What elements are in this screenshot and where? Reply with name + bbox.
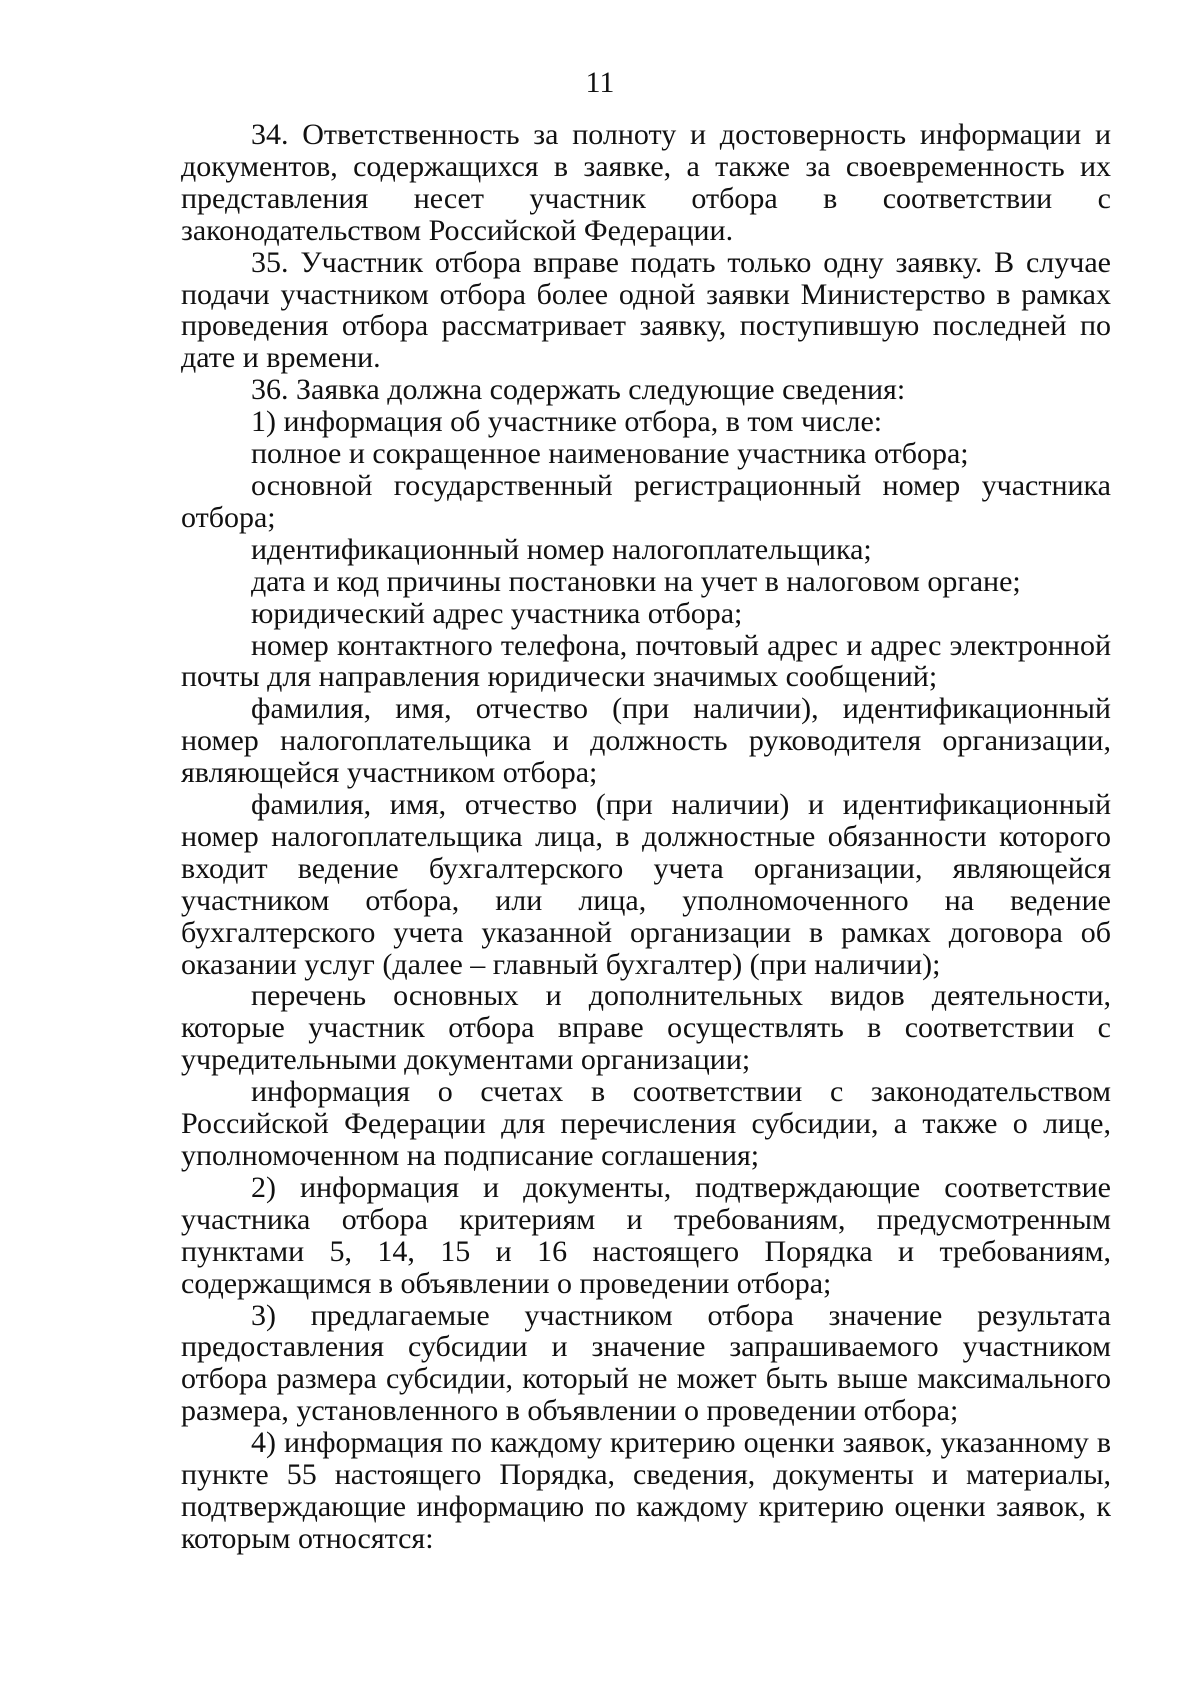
sub-item-legal-address: юридический адрес участника отбора; [251,596,743,630]
list-item-4: 4) информация по каждому критерию оценки заявок, указанному в пункте 55 настоящего Порядка, сведения, документы и материалы, подтверждающие информацию по каждому критерию оценки заявок, к которым относятся: [181,1426,1111,1555]
sub-item-kpp: дата и код причины постановки на учет в налоговом органе; [251,564,1021,598]
sub-item-accounts: информация о счетах в соответствии с законодательством Российской Федерации для перечисления субсидии, а также о лице, уполномоченном на подписание соглашения; [181,1075,1111,1172]
paragraph-35: 35. Участник отбора вправе подать только одну заявку. В случае подачи участником отбора более одной заявки Министерство в рамках проведения отбора рассматривает заявку, поступившую последней по дате и времени. [181,245,1111,375]
page-number: 11 [585,66,615,99]
sub-item-chief-accountant: фамилия, имя, отчество (при наличии) и идентификационный номер налогоплательщика лица, в должностные обязанности которого входит ведение бухгалтерского учета организации, являющейся участником отбора, или лица, уполномоченного на ведение бухгалтерского учета указанной организации в рамках договора об оказании услуг (далее – главный бухгалтер) (при наличии); [181,788,1111,981]
list-item-3: 3) предлагаемые участником отбора значение результата предоставления субсидии и значение запрашиваемого участником отбора размера субсидии, который не может быть выше максимального размера, установленного в объявлении о проведении отбора; [181,1298,1111,1428]
sub-item-activities: перечень основных и дополнительных видов деятельности, которые участник отбора вправе осуществлять в соответствии с учредительными документами организации; [181,979,1111,1077]
sub-item-full-name: полное и сокращенное наименование участника отбора; [251,437,969,471]
sub-item-director: фамилия, имя, отчество (при наличии), идентификационный номер налогоплательщика и должность руководителя организации, являющейся участником отбора; [181,692,1111,790]
sub-item-inn: идентификационный номер налогоплательщика; [251,532,872,566]
sub-item-ogrn: основной государственный регистрационный номер участника отбора; [181,468,1111,534]
list-item-1: 1) информация об участнике отбора, в том числе: [251,405,883,439]
paragraph-36: 36. Заявка должна содержать следующие сведения: [251,373,906,407]
paragraph-34: 34. Ответственность за полноту и достоверность информации и документов, содержащихся в заявке, а также за своевременность их представления несет участник отбора в соответствии с законодательством Российской Федерации. [181,118,1111,247]
list-item-2: 2) информация и документы, подтверждающие соответствие участника отбора критериям и требованиям, предусмотренным пунктами 5, 14, 15 и 16 настоящего Порядка и требованиям, содержащимся в объявлении о проведении отбора; [181,1170,1111,1300]
document-body [181,119,1111,1555]
sub-item-contacts: номер контактного телефона, почтовый адрес и адрес электронной почты для направления юридически значимых сообщений; [181,628,1111,694]
